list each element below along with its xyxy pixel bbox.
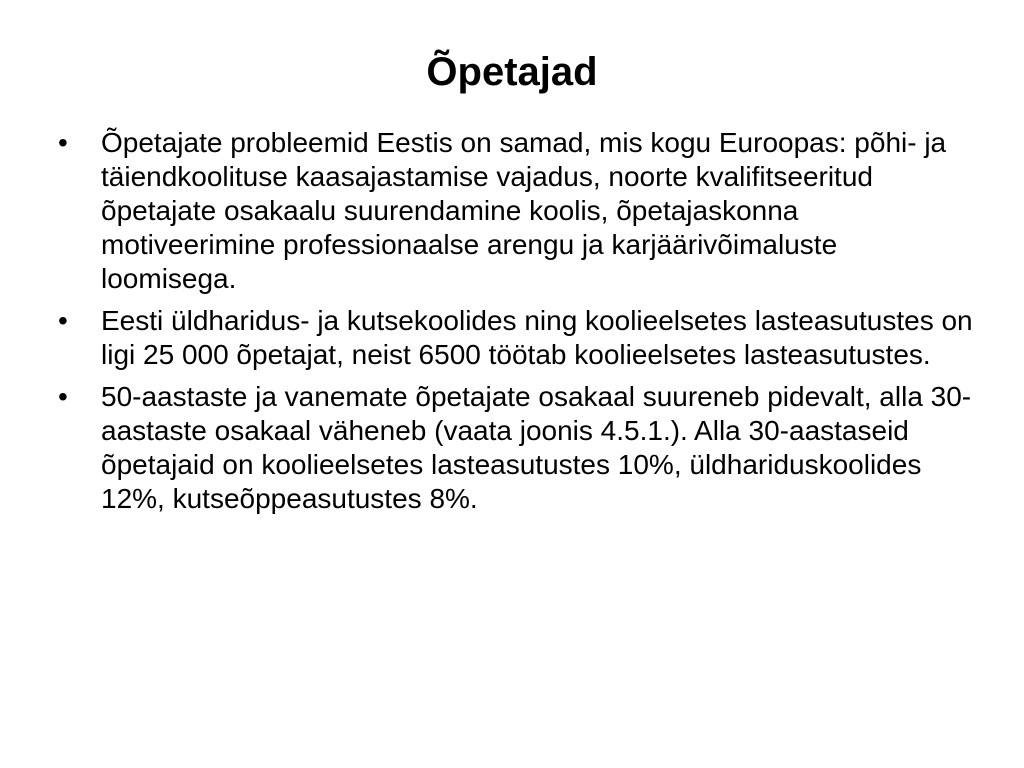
bullet-item-age-distribution (58, 380, 978, 516)
bullet-item-teacher-problems (58, 126, 978, 296)
bullet-point-icon: • (58, 305, 68, 336)
bullet-item-teacher-count (58, 304, 978, 372)
bullet-point-icon: • (58, 127, 68, 158)
bullet-point-icon: • (58, 381, 68, 412)
bullet-text: Õpetajate probleemid Eestis on samad, mis kogu Euroopas: põhi- ja täiendkoolituse kaasajastamise vajadus, noorte kvalifitseeritud õpetajate osakaalu suurendamine koolis, õpetajaskonna motiveerimine professionaalse arengu ja karjäärivõimaluste loomisega. (101, 127, 947, 294)
bullet-text: 50-aastaste ja vanemate õpetajate osakaal suureneb pidevalt, alla 30-aastaste osakaal väheneb (vaata joonis 4.5.1.). Alla 30-aastaseid õpetajaid on koolieelsetes lasteasutustes 10%, üldhariduskoolides 12%, kutseõppeasutustes 8%. (101, 381, 972, 514)
bullet-list (58, 126, 978, 524)
slide-title: Õpetajad (426, 50, 598, 94)
bullet-text: Eesti üldharidus- ja kutsekoolides ning koolieelsetes lasteasutustes on ligi 25 000 õpetajat, neist 6500 töötab koolieelsetes lasteasutustes. (101, 305, 973, 370)
